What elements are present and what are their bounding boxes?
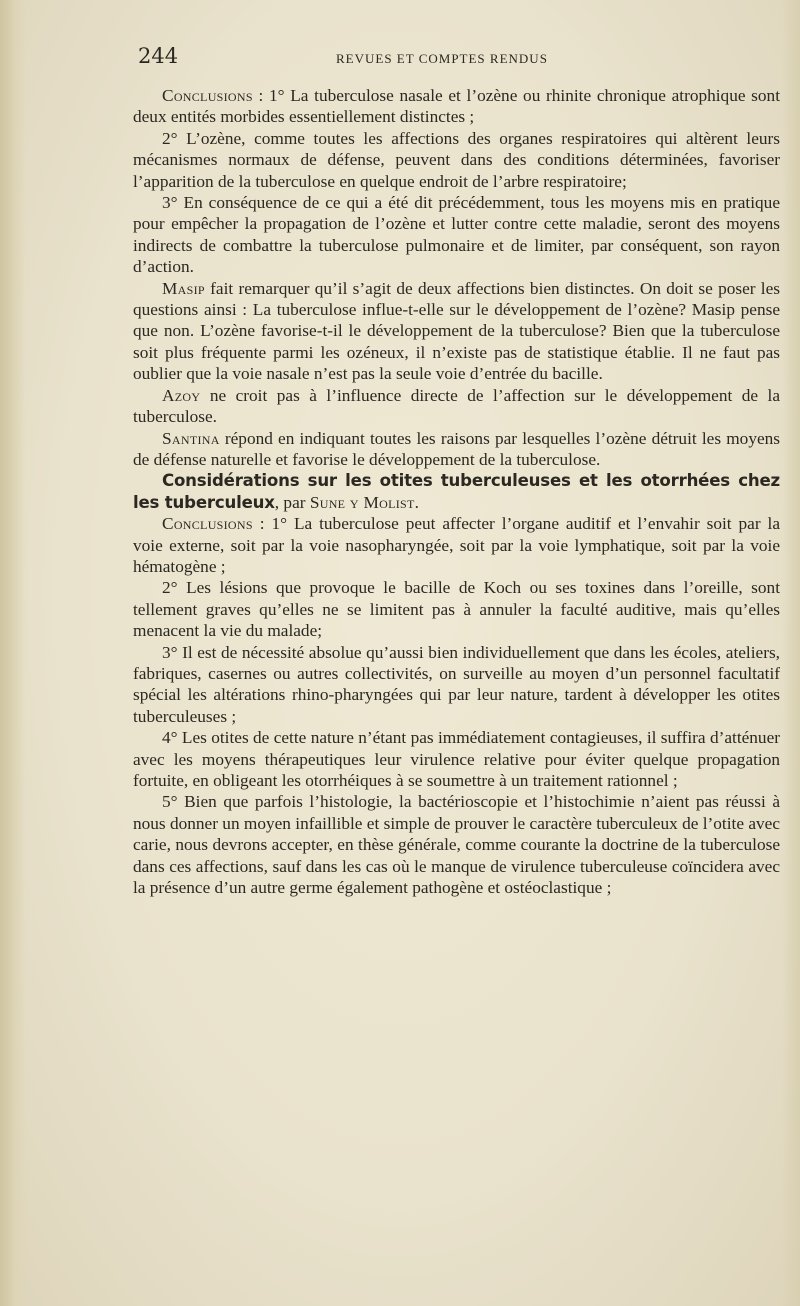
page-header	[138, 44, 778, 74]
author-name: Azoy	[162, 385, 201, 405]
paragraph: 4° Les otites de cette nature n’étant pas immédiatement contagieuses, il suffira d’atténuer avec les moyens thérapeutiques leur virulence relative pour éviter quelque propagation fortuite, en obligeant les otorrhéiques à se soumettre à un traitement rationnel ;	[133, 728, 780, 790]
paragraph: 3° Il est de nécessité absolue qu’aussi bien individuellement que dans les écoles, ateliers, fabriques, casernes ou autres collectivités, on surveille au moyen d’un personnel facultatif spécial les altérations rhino-pharyngées qui par leur nature, tardent à développer les otites tuberculeuses ;	[133, 642, 780, 726]
author-name: Santina	[162, 428, 220, 448]
section-title: Considérations sur les otites tuberculeuses et les otorrhées chez les tuberculeux	[133, 471, 780, 512]
paragraph: Masip fait remarquer qu’il s’agit de deux affections bien distinctes. On doit se poser les questions ainsi : La tuberculose influe-t-elle sur le développement de l’ozène? Masip pense que non. L’ozène favorise-t-il le développement de la tuberculose? Bien que la tuberculose soit plus fréquente parmi les ozéneux, il n’existe pas de statistique établie. Il ne faut pas oublier que la voie nasale n’est pas la seule voie d’entrée du bacille.	[133, 278, 780, 384]
paragraph: Azoy ne croit pas à l’influence directe de l’affection sur le développement de la tuberculose.	[133, 385, 780, 427]
paragraph: 2° L’ozène, comme toutes les affections des organes respiratoires qui altèrent leurs mécanismes normaux de défense, peuvent dans des conditions déterminées, favoriser l’apparition de la tuberculose en quelque endroit de l’arbre respiratoire;	[133, 128, 780, 191]
paragraph: Santina répond en indiquant toutes les raisons par lesquelles l’ozène détruit les moyens de défense naturelle et favorise le développement de la tuberculose.	[133, 428, 780, 469]
page-edge-right	[782, 0, 800, 1306]
page-number: 244	[138, 44, 179, 68]
section-heading: Considérations sur les otites tuberculeuses et les otorrhées chez les tuberculeux, par Sune y Molist.	[133, 471, 780, 512]
running-title: REVUES ET COMPTES RENDUS	[336, 51, 548, 66]
paragraph: Conclusions : 1° La tuberculose nasale et l’ozène ou rhinite chronique atrophique sont deux entités morbides essentiellement distinctes ;	[133, 86, 780, 127]
page-edge-left	[0, 0, 26, 1306]
paragraph: 3° En conséquence de ce qui a été dit précédemment, tous les moyens mis en pratique pour empêcher la propagation de l’ozène et lutter contre cette maladie, seront des moyens indirects de combattre la tuberculose pulmonaire et de limiter, par conséquent, son rayon d’action.	[133, 193, 780, 277]
paragraph: 5° Bien que parfois l’histologie, la bactérioscopie et l’histochimie n’aient pas réussi à nous donner un moyen infaillible et simple de prouver le caractère tuberculeux de l’otite avec carie, nous devrons accepter, en thèse générale, comme courante la doctrine de la tuberculose dans ces affections, sauf dans les cas où le manque de virulence tuberculeuse coïncidera avec la présence d’un autre germe également pathogène et ostéoclastique ;	[133, 792, 780, 898]
author-name: Masip	[162, 278, 205, 298]
conclusions-label: Conclusions	[162, 514, 253, 534]
conclusions-label: Conclusions	[162, 86, 253, 105]
paragraph: 2° Les lésions que provoque le bacille de Koch ou ses toxines dans l’oreille, sont tellement graves qu’elles ne se limitent pas à annuler la faculté auditive, mais qu’elles menacent la vie du malade;	[133, 578, 780, 641]
body-text	[133, 85, 780, 898]
section-authors: Sune y Molist	[309, 492, 415, 512]
paragraph: Conclusions : 1° La tuberculose peut affecter l’organe auditif et l’envahir soit par la voie externe, soit par la voie nasopharyngée, soit par la voie lymphatique, soit par la voie hématogène ;	[133, 514, 780, 576]
